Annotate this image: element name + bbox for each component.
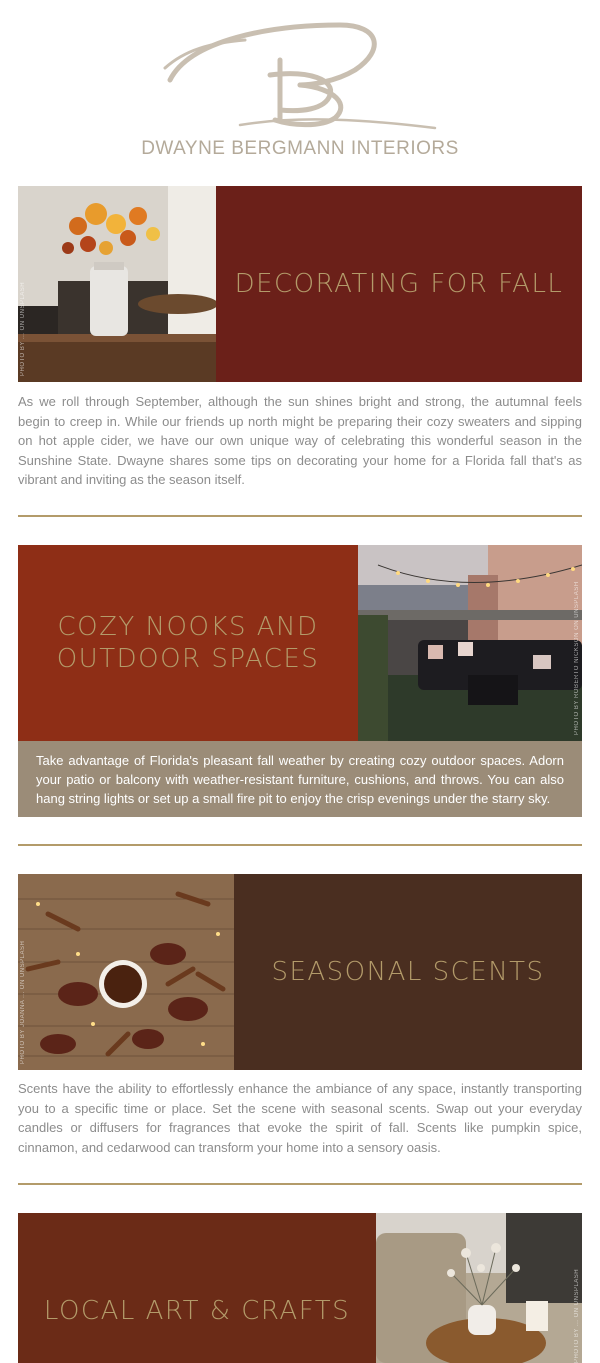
- section-body-text: Scents have the ability to effortlessly enhance the ambiance of any space, instantly transporting you to a specific time or place. Set the scene with seasonal scents. Swap out your everyday candles or diffusers for fragrances that evoke the spirit of fall. Scents like pumpkin spice, cinnamon, and cedarwood can transform your home into a sensory oasis.: [18, 1081, 582, 1155]
- section-title: DECORATING FOR FALL: [234, 268, 564, 299]
- outdoor-patio-photo: [358, 545, 582, 741]
- section-title: COZY NOOKS AND OUTDOOR SPACES: [56, 611, 320, 674]
- dried-flowers-photo: [376, 1213, 582, 1363]
- section-callout-text: Take advantage of Florida's pleasant fall weather by creating cozy outdoor spaces. Adorn your patio or balcony with weather-resistant furniture, cushions, and throws. You can also hang string lights or set up a small fire pit to enjoy the crisp evenings under the starry sky.: [18, 741, 582, 817]
- divider: [18, 844, 582, 846]
- section-local-art-crafts: [18, 1213, 582, 1363]
- photo-credit: PHOTO BY ROBERTO NICKSON ON UNSPLASH: [574, 581, 580, 735]
- section-seasonal-scents: [18, 874, 582, 1070]
- divider: [18, 1183, 582, 1185]
- monogram-logo-icon: [150, 10, 450, 135]
- section-title: SEASONAL SCENTS: [271, 956, 545, 987]
- section-cozy-nooks: [18, 545, 582, 741]
- section-title: LOCAL ART & CRAFTS: [43, 1295, 351, 1326]
- tea-cinnamon-photo: [18, 874, 234, 1070]
- photo-credit: PHOTO BY ... ON UNSPLASH: [20, 281, 26, 376]
- section-body-text: As we roll through September, although the sun shines bright and strong, the autumnal feels begin to creep in. While our friends up north might be preparing their cozy sweaters and sipping on hot apple cider, we have our own unique way of celebrating this wonderful season in the Sunshine State. Dwayne shares some tips on decorating your home for a Florida fall that's as vibrant and inviting as the season itself.: [18, 394, 582, 488]
- brand-name: DWAYNE BERGMANN INTERIORS: [141, 138, 459, 159]
- divider: [18, 515, 582, 517]
- brand-logo[interactable]: [0, 0, 600, 175]
- photo-credit: PHOTO BY ... ON UNSPLASH: [574, 1268, 580, 1363]
- photo-credit: PHOTO BY JOANNA ... ON UNSPLASH: [20, 940, 26, 1064]
- fall-flowers-photo: [18, 186, 216, 382]
- section-decorating-for-fall: [18, 186, 582, 382]
